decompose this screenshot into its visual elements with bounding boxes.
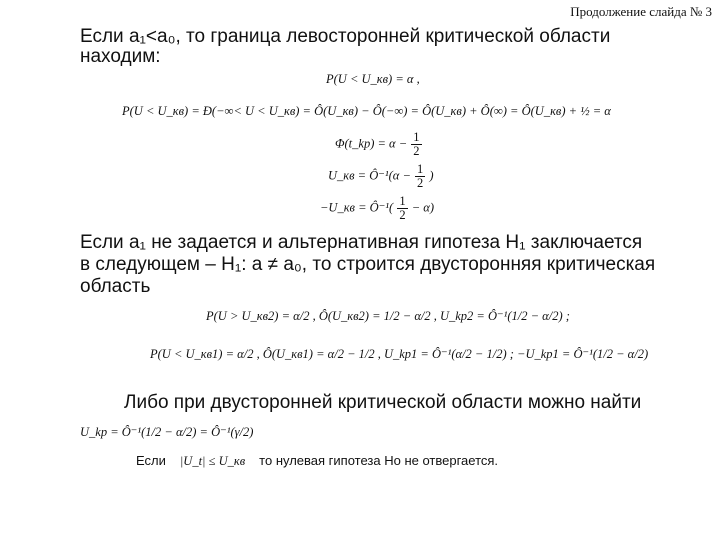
- formula-7: P(U < U_кв1) = α/2 , Ô(U_кв1) = α/2 − 1/2 , U_kp1 = Ô⁻¹(α/2 − 1/2) ; −U_kp1 = Ô⁻¹(1/2 − α/2): [150, 347, 649, 361]
- formula-8: U_kp = Ô⁻¹(1/2 − α/2) = Ô⁻¹(γ/2): [80, 425, 254, 439]
- paragraph-1-line-1: Если a₁<a₀, то граница левосторонней критической области: [80, 26, 611, 47]
- formula-3: Φ(t_kp) = α − $\frac{1}{2}$: [335, 130, 420, 159]
- paragraph-3-line-1: Либо при двусторонней критической области можно найти: [124, 392, 642, 413]
- formula-5: −U_кв = Ô⁻¹( $\frac{1}{2}$ − α): [320, 194, 435, 223]
- paragraph-2-line-1: Если a₁ не задается и альтернативная гипотеза H₁ заключается: [80, 232, 643, 253]
- fraction: $\frac{1}{2}$: [413, 130, 420, 159]
- formula-1: P(U < U_кв) = α ,: [326, 72, 420, 86]
- formula-2: P(U < U_кв) = Ð(−∞< U < U_кв) = Ô(U_кв) − Ô(−∞) = Ô(U_кв) + Ô(∞) = Ô(U_кв) + ½ = α: [122, 104, 611, 118]
- conclusion-line: Если |U_t| ≤ U_кв то нулевая гипотеза Но не отвергается.: [136, 453, 499, 468]
- formula-4: U_кв = Ô⁻¹(α − $\frac{1}{2}$ ): [328, 162, 434, 191]
- fraction: $\frac{1}{2}$: [417, 162, 424, 191]
- paragraph-2-line-3: область: [80, 276, 151, 297]
- paragraph-2-line-2: в следующем – H₁: a ≠ a₀, то строится двусторонняя критическая: [80, 254, 656, 275]
- fraction: $\frac{1}{2}$: [399, 194, 406, 223]
- slide-continuation-label: Продолжение слайда № 3: [570, 4, 712, 19]
- formula-6: P(U > U_кв2) = α/2 , Ô(U_кв2) = 1/2 − α/2 , U_kp2 = Ô⁻¹(1/2 − α/2) ;: [206, 309, 570, 323]
- paragraph-1-line-2: находим:: [80, 46, 161, 67]
